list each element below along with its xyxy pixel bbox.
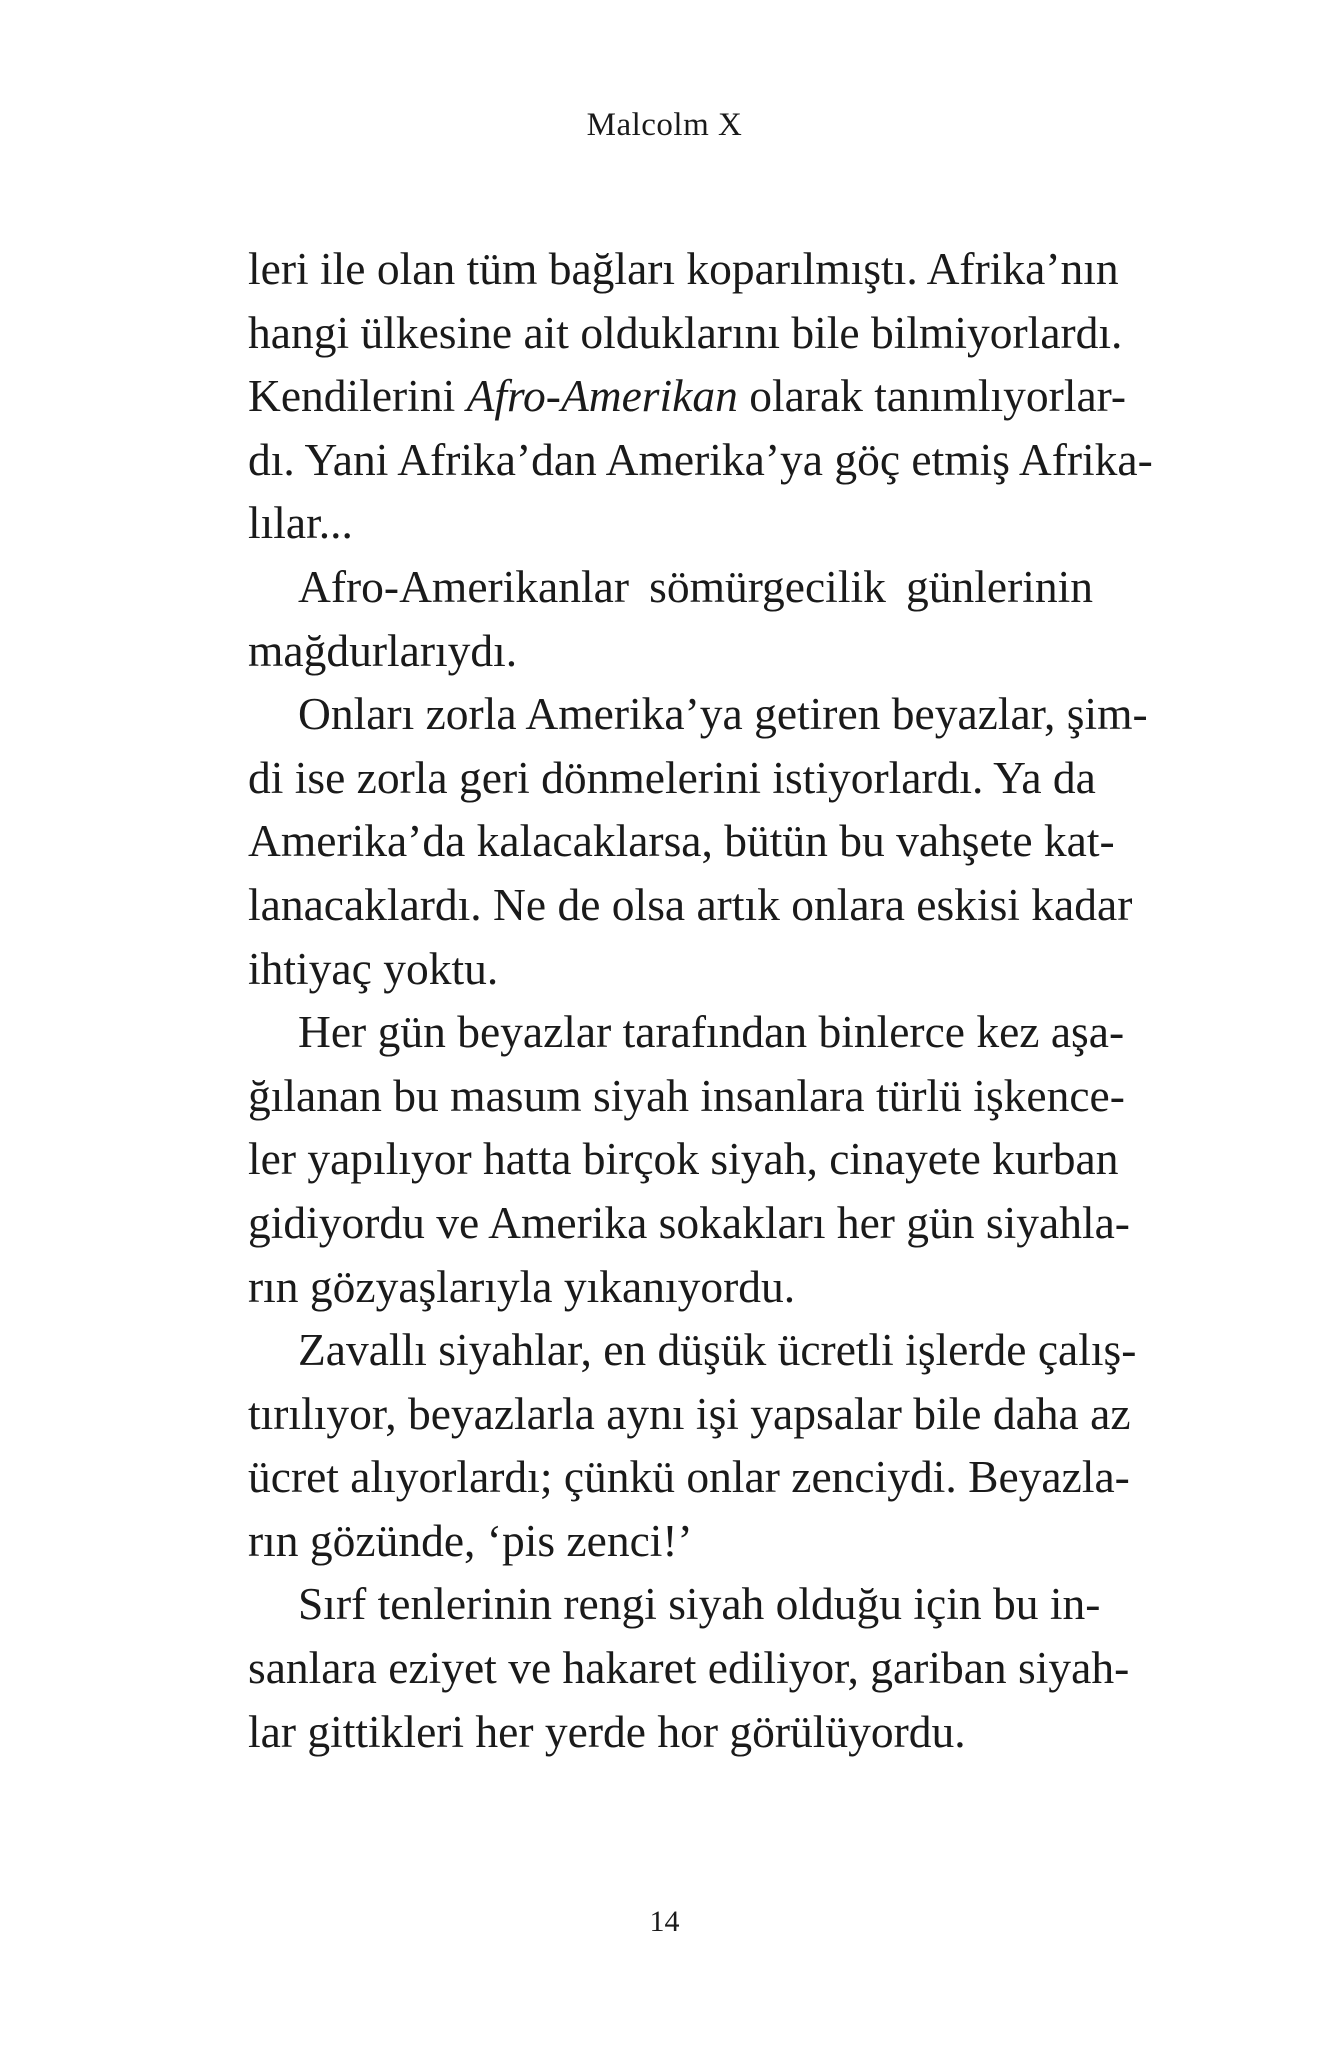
text-line: hangi ülkesine ait olduklarını bile bilmiyorlardı. <box>248 306 1123 358</box>
text-line: Her gün beyazlar tarafından binlerce kez aşa- <box>298 1006 1125 1058</box>
text-line: Afro-Amerikanlar sömürgecilik günlerinin <box>298 560 1093 612</box>
text-line: mağdurlarıydı. <box>248 624 518 676</box>
text-line: ihtiyaç yoktu. <box>248 942 499 994</box>
text-line: Zavallı siyahlar, en düşük ücretli işlerde çalış- <box>298 1324 1137 1376</box>
page-number: 14 <box>649 1905 680 1938</box>
text-line: ğılanan bu masum siyah insanlara türlü işkence- <box>248 1069 1125 1121</box>
text-line: Sırf tenlerinin rengi siyah olduğu için bu in- <box>298 1578 1101 1630</box>
body-text <box>248 237 1153 1763</box>
text-line: rın gözyaşlarıyla yıkanıyordu. <box>248 1260 796 1312</box>
text-line: rın gözünde, ‘pis zenci!’ <box>248 1514 693 1566</box>
italic-term: Afro-Amerikan <box>466 370 738 422</box>
text-run: Kendilerini <box>248 370 467 422</box>
text-line: di ise zorla geri dönmelerini istiyorlardı. Ya da <box>248 751 1096 803</box>
text-line: sanlara eziyet ve hakaret ediliyor, gariban siyah- <box>248 1642 1130 1694</box>
text-line: leri ile olan tüm bağları koparılmıştı. Afrika’nın <box>248 243 1119 294</box>
text-line: gidiyordu ve Amerika sokakları her gün siyahla- <box>248 1196 1130 1248</box>
text-line: lılar... <box>248 497 353 549</box>
text-line: tırılıyor, beyazlarla aynı işi yapsalar bile daha az <box>248 1387 1131 1439</box>
text-line: Onları zorla Amerika’ya getiren beyazlar, şim- <box>298 688 1148 740</box>
text-line: Amerika’da kalacaklarsa, bütün bu vahşete kat- <box>248 815 1115 867</box>
text-line: dı. Yani Afrika’dan Amerika’ya göç etmiş Afrika- <box>248 433 1153 485</box>
text-line: ücret alıyorlardı; çünkü onlar zenciydi. Beyazla- <box>248 1451 1130 1503</box>
text-line <box>248 364 1127 428</box>
text-line: lanacaklardı. Ne de olsa artık onlara eskisi kadar <box>248 878 1133 930</box>
text-run: olarak tanımlıyorlar- <box>737 370 1127 422</box>
running-head: Malcolm X <box>586 107 743 143</box>
text-line: lar gittikleri her yerde hor görülüyordu. <box>248 1705 966 1757</box>
text-line: ler yapılıyor hatta birçok siyah, cinayete kurban <box>248 1133 1119 1185</box>
